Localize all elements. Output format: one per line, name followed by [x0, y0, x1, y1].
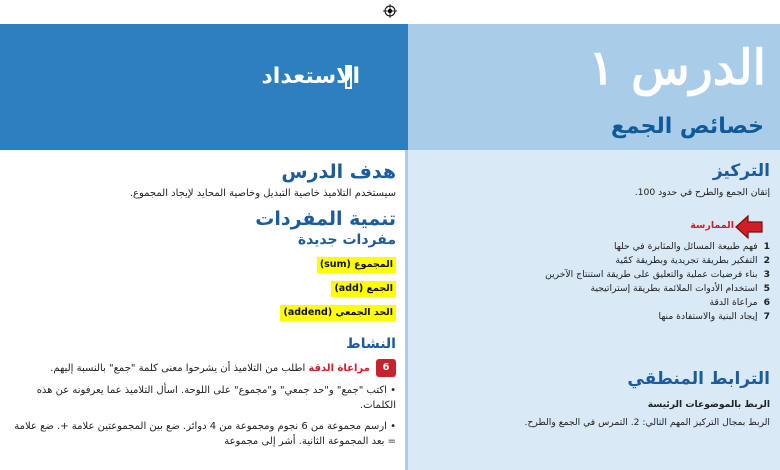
- left-column: [6, 160, 396, 449]
- list-item: 7إيجاد البنية والاستفادة منها: [658, 311, 770, 322]
- list-item: 2التفكير بطريقة تجريدية وبطريقة كمّية: [615, 255, 770, 266]
- link-subheading: الربط بالموضوعات الرئيسة: [647, 399, 770, 410]
- link-text: الربط بمجال التركيز المهم التالي: 2. التمرس في الجمع والطرح.: [524, 417, 770, 428]
- column-divider: [405, 150, 408, 470]
- link-heading: الترابط المنطقي: [627, 369, 770, 389]
- vocab-item: المجموع (sum): [317, 257, 396, 273]
- vocab-heading: تنمية المفردات: [255, 208, 396, 230]
- list-item: 6مراعاة الدقة: [709, 297, 770, 308]
- precision-text: اطلب من التلاميذ أن يشرحوا معنى كلمة "جمع" بالنسبة إليهم.: [50, 363, 306, 374]
- activity-heading: النشاط: [346, 336, 396, 352]
- focus-text: إتقان الجمع والطرح في حدود 100.: [634, 187, 770, 198]
- registration-mark-icon: [383, 4, 397, 18]
- new-vocab-heading: مفردات جديدة: [297, 232, 396, 248]
- list-item: 1فهم طبيعة المسائل والمثابرة في حلها: [613, 241, 770, 252]
- practice-list: [420, 240, 770, 324]
- activity-bullet: • اكتب "جمع" و"حد جمعي" و"مجموع" على اللوحة. اسأل التلاميذ عما يعرفونه عن هذه الكلمات.: [36, 385, 396, 411]
- arrow-icon: [734, 214, 764, 240]
- practice-label: الممارسة: [690, 220, 734, 231]
- focus-heading: التركيز: [712, 161, 770, 181]
- lesson-subtitle: خصائص الجمع: [610, 114, 764, 139]
- vocab-item: الحد الجمعي (addend): [280, 305, 396, 321]
- goal-text: سيستخدم التلاميذ خاصية التبديل وخاصية المحايد لإيجاد المجموع.: [129, 188, 396, 199]
- list-item: 5استخدام الأدوات الملائمة بطريقة إستراتيجية: [590, 283, 770, 294]
- right-column: [420, 160, 770, 430]
- list-item: 3بناء فرضيات عملية والتعليق على طريقة استنتاج الآخرين: [545, 269, 770, 280]
- goal-heading: هدف الدرس: [281, 161, 396, 183]
- precision-paragraph: [6, 359, 396, 377]
- lesson-title: الدرس ١: [588, 40, 766, 96]
- precision-label: مراعاة الدقة: [308, 363, 370, 374]
- practice-header: [420, 214, 770, 240]
- practice-badge-icon: 6: [376, 359, 396, 377]
- vocab-item: الجمع (add): [331, 281, 396, 297]
- activity-bullet: • ارسم مجموعة من 6 نجوم ومجموعة من 4 دوائر. ضع بين المجموعتين علامة +. ضع علامة = بعد المجموعة الثانية. أشر إلى مجموعة: [14, 421, 396, 447]
- prep-title: الاستعداد: [261, 64, 360, 89]
